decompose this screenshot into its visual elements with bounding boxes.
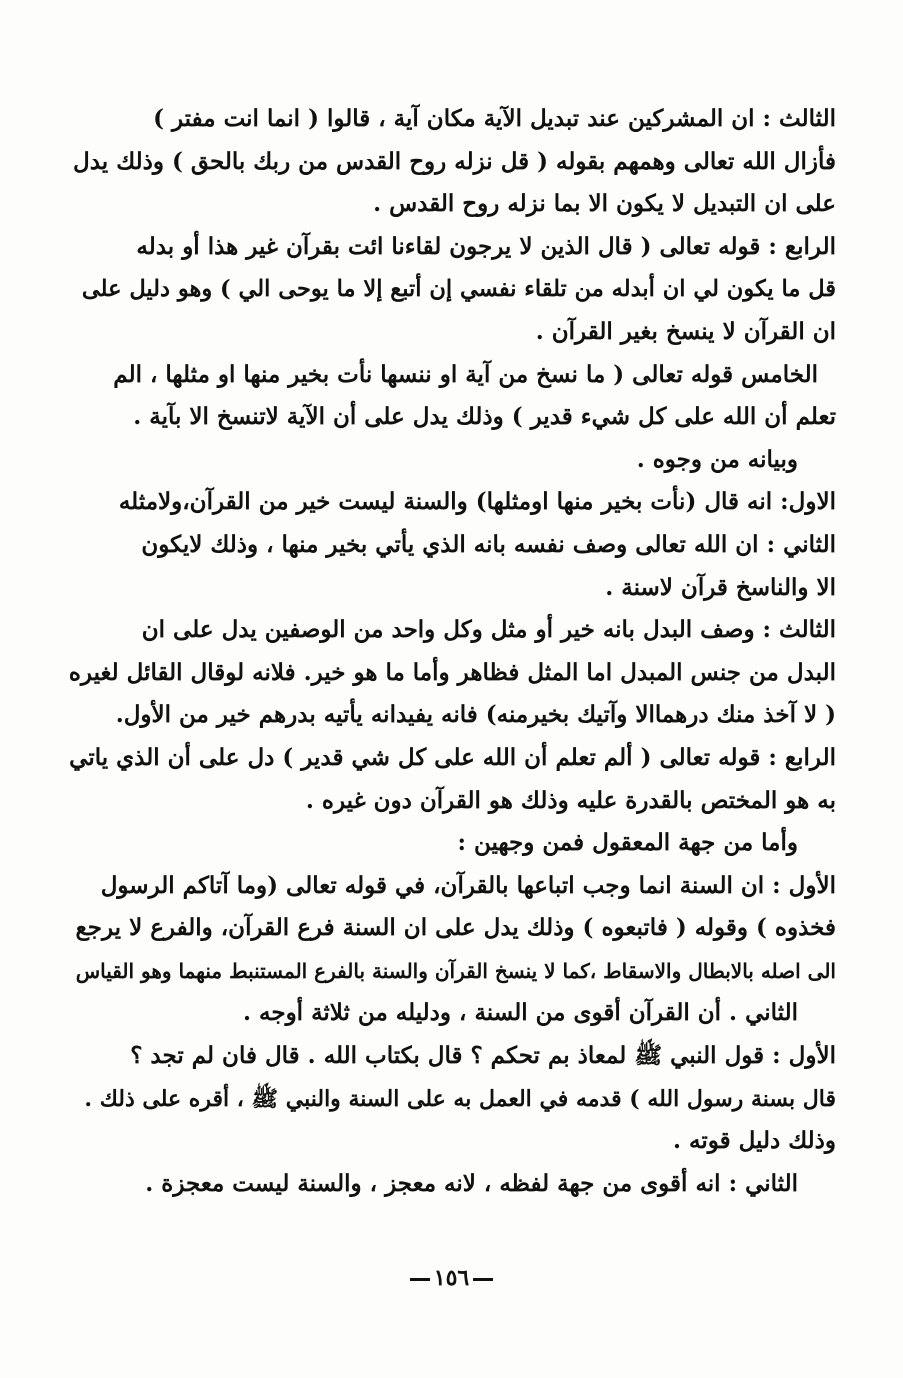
text-line: الرابع : قوله تعالى ( ألم تعلم أن الله على كل شي قدير ) دل على أن الذي ياتي [69,743,836,771]
text-line: تعلم أن الله على كل شيء قدير ) وذلك يدل على أن الآية لاتنسخ الا بآية . [133,403,836,431]
text-line: قال بسنة رسول الله ) قدمه في العمل به على السنة والنبي ﷺ ، أقره على ذلك . [84,1085,836,1112]
page-number-value: ١٥٦ [433,1265,470,1291]
text-line: فخذوه ) وقوله ( فاتبعوه ) وذلك يدل على ان السنة فرع القرآن، والفرع لا يرجع [75,914,836,942]
text-line: الثاني : ان الله تعالى وصف نفسه بانه الذي يأتي بخير منها ، وذلك لايكون [141,530,836,558]
text-line: الثالث : وصف البدل بانه خير أو مثل وكل واحد من الوصفين يدل على ان [141,616,836,644]
text-line: الا والناسخ قرآن لاسنة . [605,573,836,601]
text-line: وأما من جهة المعقول فمن وجهين : [457,829,798,857]
text-line: الى اصله بالابطال والاسقاط ،كما لا ينسخ القرآن والسنة بالفرع المستنبط منهما وهو القياس [75,958,836,983]
text-line: الرابع : قوله تعالى ( قال الذين لا يرجون لقاءنا ائت بقرآن غير هذا أو بدله [136,232,836,260]
text-line: ان القرآن لا ينسخ بغير القرآن . [535,317,836,345]
text-line: ( لا آخذ منك درهماالا وآتيك بخيرمنه) فانه يفيدانه يأتيه بدرهم خير من الأول. [115,701,836,729]
text-line: الثاني : انه أقوى من جهة لفظه ، لانه معجز ، والسنة ليست معجزة . [145,1169,798,1197]
text-line: على ان التبديل لا يكون الا بما نزله روح القدس . [373,190,836,218]
text-line: به هو المختص بالقدرة عليه وذلك هو القرآن دون غيره . [305,786,836,814]
text-line: الاول: انه قال (نأت بخير منها اومثلها) والسنة ليست خير من القرآن،ولامثله [118,488,836,516]
text-line: وذلك دليل قوته . [673,1127,836,1155]
text-line: الخامس قوله تعالى ( ما نسخ من آية او ننسها نأت بخير منها او مثلها ، الم [113,360,818,388]
text-line: وبيانه من وجوه . [636,445,798,473]
page-number-dash [473,1278,493,1281]
text-line: قل ما يكون لي ان أبدله من تلقاء نفسي إن أتبع إلا ما يوحى الي ) وهو دليل على [81,276,836,303]
text-line: الأول : قول النبي ﷺ لمعاذ بم تحكم ؟ قال بكتاب الله . قال فان لم تجد ؟ [130,1042,836,1070]
page-number [0,1262,903,1294]
text-line: البدل من جنس المبدل اما المثل فظاهر وأما ما هو خير. فلانه لوقال القائل لغيره [68,658,836,686]
text-line: الثاني . أن القرآن أقوى من السنة ، ودليله من ثلاثة أوجه . [243,999,798,1027]
text-line: الأول : ان السنة انما وجب اتباعها بالقرآن، في قوله تعالى (وما آتاكم الرسول [100,871,836,899]
text-line: فأزال الله تعالى وهمهم بقوله ( قل نزله روح القدس من ربك بالحق ) وذلك يدل [73,147,836,175]
body-text [68,98,836,1205]
text-line: الثالث : ان المشركين عند تبديل الآية مكان آية ، قالوا ( انما انت مفتر ) [153,105,836,132]
page-number-dash [410,1278,430,1281]
